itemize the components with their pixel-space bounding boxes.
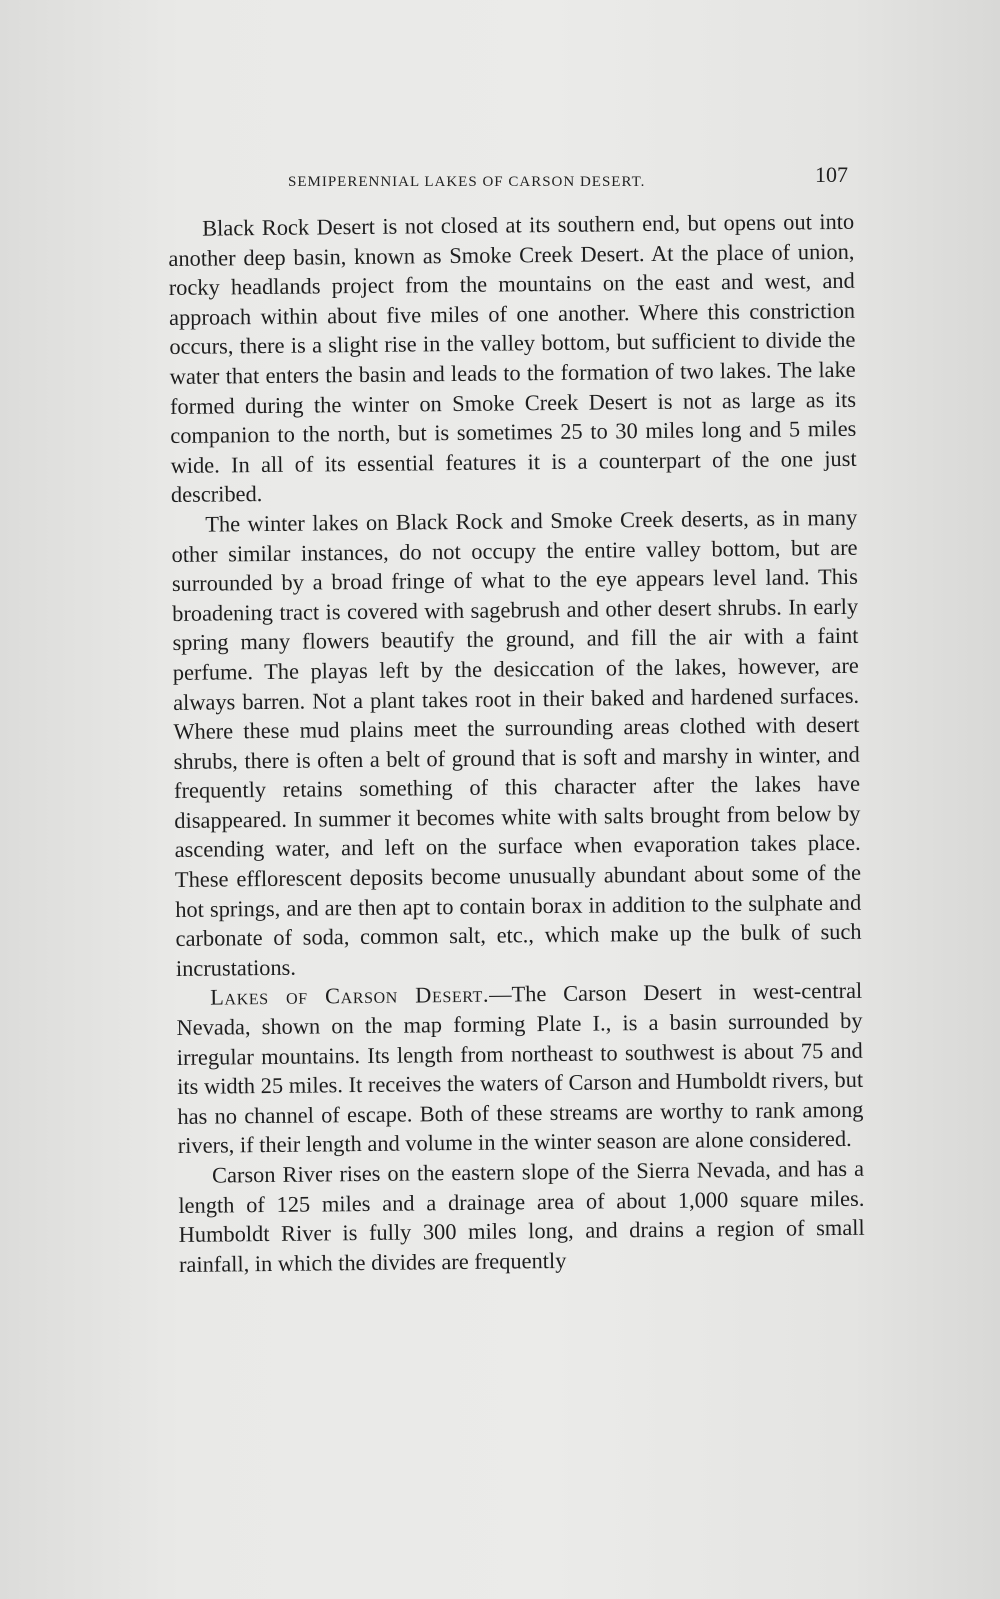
page-header [170, 162, 850, 202]
page-number: 107 [815, 162, 848, 187]
paragraph-winter-lakes: The winter lakes on Black Rock and Smoke Creek deserts, as in many other similar instances, do not occupy the entire valley bottom, but are surrounded by a broad fringe of what to the eye appears level land. This broadening tract is covered with sagebrush and other desert shrubs. In early spring many flowers beautify the ground, and fill the air with a faint perfume. The playas left by the desiccation of the lakes, however, are always barren. Not a plant takes root in their baked and hardened surfaces. Where these mud plains meet the surrounding areas clothed with desert shrubs, there is often a belt of ground that is soft and marshy in winter, and frequently retains something of this character after the lakes have disappeared. In summer it becomes white with salts brought from below by ascending water, and left on the surface when evaporation takes place. These efflorescent deposits become unusually abundant about some of the hot springs, and are then apt to contain borax in addition to the sulphate and carbonate of soda, common salt, etc., which make up the bulk of such incrustations. [171, 504, 862, 981]
paragraph-carson-river: Carson River rises on the eastern slope of the Sierra Nevada, and has a length of 125 miles and a drainage area of about 1,000 square miles. Humboldt River is fully 300 miles long, and drains a region of small rainfall, in which the divides are frequently [178, 1155, 865, 1277]
running-head: SEMIPERENNIAL LAKES OF CARSON DESERT. [288, 174, 646, 190]
body-text [168, 207, 865, 1280]
paragraph-black-rock: Black Rock Desert is not closed at its southern end, but opens out into another deep basin, known as Smoke Creek Desert. At the place of union, rocky headlands project from the mountains on the east and west, and approach within about five miles of one another. Where this constriction occurs, there is a slight rise in the valley bottom, but sufficient to divide the water that enters the basin and leads to the formation of two lakes. The lake formed during the winter on Smoke Creek Desert is not as large as its companion to the north, but is sometimes 25 to 30 miles long and 5 miles wide. In all of its essential features it is a counterpart of the one just described. [168, 208, 857, 508]
section-heading: Lakes of Carson Desert. [210, 982, 490, 1011]
paragraph-carson-desert [176, 976, 864, 1161]
paragraph-carson-desert-text: —The Carson Desert in west-central Nevada, shown on the map forming Plate I., is a basin surrounded by irregular mountains. Its length from northeast to southwest is about 75 and its width 25 miles. It receives the waters of Carson and Humboldt rivers, but has no channel of escape. Both of these streams are worthy to rank among rivers, if their length and volume in the winter season are alone considered. [176, 978, 864, 1159]
